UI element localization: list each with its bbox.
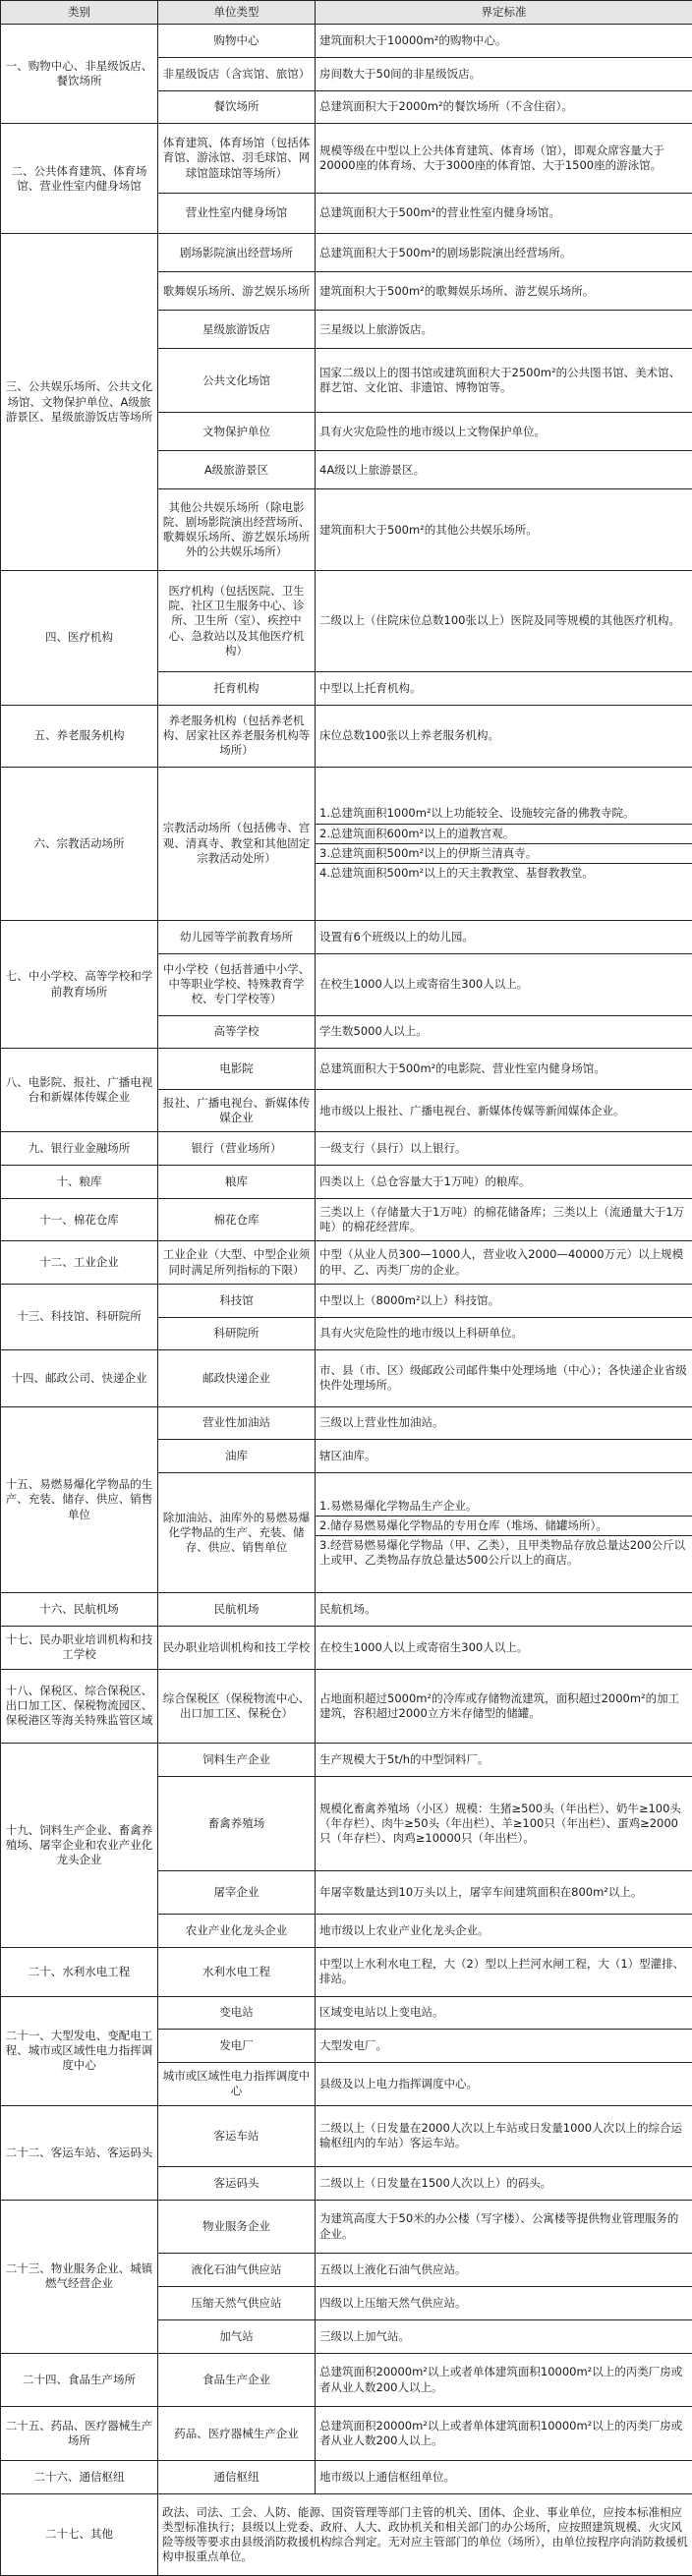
category-cell: 十一、棉花仓库 [1, 1199, 158, 1241]
criteria-cell [316, 1776, 692, 1870]
criteria-line: 民航机场。 [319, 1602, 376, 1617]
criteria-line: 房间数大于50间的非星级饭店。 [319, 66, 482, 81]
unit-type-cell: 工业企业（大型、中型企业须同时满足所列指标的下限） [158, 1241, 316, 1284]
category-cell: 十七、民办职业培训机构和技工学校 [1, 1627, 158, 1669]
criteria-line: 1.易燃易爆化学物品生产企业。 [319, 1498, 478, 1513]
unit-type-cell: 邮政快递企业 [158, 1350, 316, 1406]
criteria-cell [316, 1915, 692, 1948]
criteria-line: 二级以上（日发量在2000人次以上车站或日发量1000人次以上的综合运输枢纽内的车站）客运车站。 [319, 2121, 683, 2150]
criteria-cell [316, 234, 692, 272]
unit-type-cell: 畜禽养殖场 [158, 1776, 316, 1870]
criteria-line: 4.总建筑面积500m²以上的天主教教堂、基督教教堂。 [316, 863, 692, 883]
criteria-cell [316, 2407, 692, 2461]
unit-type-cell: 营业性室内健身场馆 [158, 193, 316, 234]
table-row [1, 1132, 692, 1166]
category-cell: 二十五、药品、医疗器械生产场所 [1, 2407, 158, 2461]
criteria-cell [316, 1199, 692, 1241]
criteria-line: 地市级以上报社、广播电视台、新媒体传媒等新闻媒体企业。 [319, 1103, 625, 1117]
criteria-line: 设置有6个班级以上的幼儿园。 [319, 929, 474, 944]
criteria-cell [316, 1241, 692, 1284]
unit-type-cell: 发电厂 [158, 2030, 316, 2063]
criteria-cell [316, 25, 692, 58]
unit-type-cell: 屠宰企业 [158, 1871, 316, 1915]
criteria-line: 国家二级以上的图书馆或建筑面积大于2500m²的公共图书馆、美术馆、群艺馆、文化馆、非遗馆、博物馆等。 [319, 366, 681, 395]
table-row [1, 1744, 692, 1777]
unit-type-cell: 客运码头 [158, 2166, 316, 2200]
criteria-line: 二级以上（日发量在1500人次以上）的码头。 [319, 2175, 552, 2190]
unit-type-cell: 体育建筑、体育场馆（包括体育馆、游泳馆、羽毛球馆、网球馆篮球馆等场所） [158, 124, 316, 193]
criteria-cell [316, 1948, 692, 1996]
criteria-cell [316, 1744, 692, 1777]
criteria-line: 总建筑面积大于500m²的剧场影院演出经营场所。 [319, 245, 572, 259]
criteria-cell [316, 90, 692, 124]
criteria-cell [316, 2254, 692, 2287]
category-cell: 七、中小学校、高等学校和学前教育场所 [1, 920, 158, 1049]
unit-type-cell: 中小学校（包括普通中小学、中等职业学校、特殊教育学校、专门学校等） [158, 953, 316, 1015]
category-cell: 十九、饲料生产企业、畜禽养殖场、屠宰企业和农业产业化龙头企业 [1, 1744, 158, 1948]
criteria-cell [316, 57, 692, 90]
unit-type-cell: 物业服务企业 [158, 2200, 316, 2254]
table-row [1, 1166, 692, 1199]
header-row [1, 1, 692, 25]
criteria-line: 在校生1000人以上或寄宿生300人以上。 [319, 976, 529, 991]
criteria-cell [316, 1166, 692, 1199]
unit-type-cell: 综合保税区（保税物流中心、出口加工区、保税仓） [158, 1669, 316, 1743]
table-row [1, 1948, 692, 1996]
table-row [1, 1593, 692, 1627]
criteria-line: 4A级以上旅游景区。 [319, 462, 426, 477]
table-row [1, 2461, 692, 2494]
unit-type-cell: 剧场影院演出经营场所 [158, 234, 316, 272]
unit-type-cell: 除加油站、油库外的易燃易爆化学物品的生产、充装、储存、供应、销售单位 [158, 1473, 316, 1593]
category-cell: 十四、邮政公司、快递企业 [1, 1350, 158, 1406]
criteria-line: 中型以上水利水电工程，大（2）型以上拦河水闸工程，大（1）型灌排、排站。 [319, 1957, 685, 1986]
unit-type-cell: 城市或区域性电力指挥调度中心 [158, 2063, 316, 2105]
category-cell: 三、公共娱乐场所、公共文化场馆、文物保护单位、A级旅游景区、星级旅游饭店等场所 [1, 234, 158, 571]
criteria-line: 为建筑高度大于50米的办公楼（写字楼）、公寓楼等提供物业管理服务的企业。 [319, 2211, 679, 2241]
category-cell: 十三、科技馆、科研院所 [1, 1284, 158, 1350]
criteria-line: 大型发电厂。 [319, 2038, 387, 2053]
unit-type-cell: 其他公共娱乐场所（除电影院、剧场影院演出经营场所、歌舞娱乐场所、游艺娱乐场所外的公共娱乐场所） [158, 489, 316, 571]
criteria-line: 3.总建筑面积500m²以上的伊斯兰清真寺。 [316, 843, 692, 863]
category-cell: 二十六、通信枢纽 [1, 2461, 158, 2494]
criteria-cell [316, 1284, 692, 1317]
unit-type-cell: 药品、医疗器械生产企业 [158, 2407, 316, 2461]
unit-type-cell: 文物保护单位 [158, 413, 316, 451]
criteria-line: 建筑面积大于500m²的歌舞娱乐场所、游艺娱乐场所。 [319, 283, 595, 298]
unit-type-cell: 公共文化场馆 [158, 349, 316, 413]
criteria-cell [316, 1090, 692, 1132]
unit-type-cell: 购物中心 [158, 25, 316, 58]
unit-type-cell: 银行（营业场所） [158, 1132, 316, 1166]
table-row [1, 1627, 692, 1669]
category-cell: 九、银行业金融场所 [1, 1132, 158, 1166]
criteria-line: 五级以上液化石油气供应站。 [319, 2262, 467, 2277]
table-row [1, 234, 692, 272]
criteria-line: 县级及以上电力指挥调度中心。 [319, 2076, 478, 2090]
criteria-cell [316, 451, 692, 489]
criteria-line: 三星级以上旅游饭店。 [319, 321, 432, 336]
unit-type-cell: 餐饮场所 [158, 90, 316, 124]
criteria-cell [158, 2493, 692, 2575]
table-row [1, 1669, 692, 1743]
category-cell: 十、粮库 [1, 1166, 158, 1199]
criteria-cell [316, 1593, 692, 1627]
unit-type-cell: 幼儿园等学前教育场所 [158, 920, 316, 953]
criteria-cell [316, 2287, 692, 2320]
criteria-line: 具有火灾危险性的地市级以上文物保护单位。 [319, 424, 546, 438]
criteria-cell [316, 1132, 692, 1166]
criteria-line: 在校生1000人以上或寄宿生300人以上。 [319, 1639, 529, 1654]
unit-type-cell: 食品生产企业 [158, 2353, 316, 2407]
criteria-line: 学生数5000人以上。 [319, 1024, 428, 1039]
category-cell: 十五、易燃易爆化学物品的生产、充装、储存、供应、销售单位 [1, 1406, 158, 1593]
category-cell: 四、医疗机构 [1, 571, 158, 705]
unit-type-cell: 养老服务机构（包括养老机构、居家社区养老服务机构等场所） [158, 705, 316, 767]
unit-type-cell: 民办职业培训机构和技工学校 [158, 1627, 316, 1669]
criteria-cell [316, 571, 692, 672]
criteria-line: 三级以上加气站。 [319, 2328, 410, 2343]
criteria-line: 四级以上压缩天然气供应站。 [319, 2296, 467, 2311]
criteria-line: 总建筑面积20000m²以上或者单体建筑面积10000m²以上的丙类厂房或者从业人数200人以上。 [319, 2419, 683, 2448]
criteria-line: 市、县（市、区）级邮政公司邮件集中处理场地（中心）；各快递企业省级快件处理场所。 [319, 1363, 687, 1393]
criteria-line: 中型（从业人员300—1000人，营业收入2000—40000万元）以上规模的甲、乙、丙类厂房的企业。 [319, 1247, 684, 1277]
unit-type-cell: 科技馆 [158, 1284, 316, 1317]
criteria-line: 四类以上（总仓容量大于1万吨）的粮库。 [319, 1174, 531, 1189]
criteria-line: 地市级以上农业产业化龙头企业。 [319, 1923, 490, 1938]
criteria-line: 总建筑面积大于500m²的电影院、营业性室内健身场馆。 [319, 1061, 606, 1076]
unit-type-cell: 报社、广播电视台、新媒体传媒企业 [158, 1090, 316, 1132]
unit-type-cell: 电影院 [158, 1049, 316, 1090]
category-cell: 六、宗教活动场所 [1, 767, 158, 920]
category-cell: 八、电影院、报社、广播电视台和新媒体传媒企业 [1, 1049, 158, 1132]
criteria-cell [316, 1317, 692, 1350]
table-row [1, 2407, 692, 2461]
table-row [1, 920, 692, 953]
category-cell: 十二、工业企业 [1, 1241, 158, 1284]
unit-type-cell: 压缩天然气供应站 [158, 2287, 316, 2320]
criteria-line: 二级以上（住院床位总数100张以上）医院及同等规模的其他医疗机构。 [319, 613, 680, 628]
unit-type-cell: 加气站 [158, 2320, 316, 2354]
table-row [1, 1996, 692, 2030]
criteria-line: 3.经营易燃易爆化学物品（甲、乙类），且甲类物品存放总量达200公斤以上或甲、乙类物品存放总量达500公斤以上的商店。 [316, 1535, 692, 1570]
criteria-line: 总建筑面积20000m²以上或者单体建筑面积10000m²以上的丙类厂房或者从业人数200人以上。 [319, 2365, 683, 2394]
criteria-cell [316, 1350, 692, 1406]
table-row [1, 2105, 692, 2166]
criteria-cell [316, 193, 692, 234]
criteria-cell [316, 1049, 692, 1090]
criteria-cell [316, 2030, 692, 2063]
unit-type-cell: 宗教活动场所（包括佛寺、宫观、清真寺、教堂和其他固定宗教活动处所） [158, 767, 316, 920]
criteria-cell [316, 1406, 692, 1440]
table-row [1, 2200, 692, 2254]
criteria-cell [316, 705, 692, 767]
category-cell: 二十二、客运车站、客运码头 [1, 2105, 158, 2200]
header-criteria: 界定标准 [316, 1, 692, 25]
unit-type-cell: 民航机场 [158, 1593, 316, 1627]
unit-type-cell: 棉花仓库 [158, 1199, 316, 1241]
unit-type-cell: 通信枢纽 [158, 2461, 316, 2494]
criteria-line: 一级支行（县行）以上银行。 [319, 1141, 467, 1156]
criteria-cell [316, 311, 692, 349]
criteria-line: 2.储存易燃易爆化学物品的专用仓库（堆场、储罐场所）。 [316, 1516, 692, 1535]
unit-type-cell: 油库 [158, 1440, 316, 1473]
unit-type-cell: 非星级饭店（含宾馆、旅馆） [158, 57, 316, 90]
table-row [1, 1199, 692, 1241]
criteria-line: 政法、司法、工会、人防、能源、国资管理等部门主管的机关、团体、企业、事业单位，应按本标准相应类型标准执行；县级以上党委、政府、人大、政协机关和相关部门的办公场所，应按照建筑规模、火灾风险等级等要求由县级消防救援机构综合判定。无对应主管部门的单位（场所），由单位按程序向消防救援机构申报重点单位。 [162, 2504, 688, 2564]
criteria-cell [316, 349, 692, 413]
unit-type-cell: 变电站 [158, 1996, 316, 2030]
criteria-cell [316, 1669, 692, 1743]
unit-type-cell: A级旅游景区 [158, 451, 316, 489]
table-row [1, 571, 692, 672]
unit-type-cell: 营业性加油站 [158, 1406, 316, 1440]
category-cell: 二十一、大型发电、变配电工程、城市或区域性电力指挥调度中心 [1, 1996, 158, 2105]
unit-type-cell: 托育机构 [158, 671, 316, 705]
criteria-cell [316, 2200, 692, 2254]
category-cell: 二十、水利水电工程 [1, 1948, 158, 1996]
criteria-cell [316, 413, 692, 451]
criteria-line: 1.总建筑面积1000m²以上功能较全、设施较完备的佛教寺院。 [319, 806, 635, 821]
table-row [1, 2493, 692, 2575]
criteria-line: 三类以上（存储量大于1万吨）的棉花储备库；三类以上（流通量大于1万吨）的棉花经营库。 [319, 1205, 685, 1234]
criteria-cell [316, 1627, 692, 1669]
category-cell: 五、养老服务机构 [1, 705, 158, 767]
criteria-cell [316, 671, 692, 705]
unit-type-cell: 客运车站 [158, 2105, 316, 2166]
criteria-line: 规模等级在中型以上公共体育建筑、体育场（馆），即观众席容量大于20000座的体育场、大于3000座的体育馆、大于1500座的游泳馆。 [319, 143, 664, 173]
criteria-line: 规模化畜禽养殖场（小区）规模：生猪≥500头（年出栏）、奶牛≥100头（年存栏）、肉牛≥50头（年出栏）、羊≥100只（年出栏）、蛋鸡≥2000只（年存栏）、肉鸡≥10000只（年出栏）。 [319, 1801, 681, 1846]
unit-type-cell: 医疗机构（包括医院、卫生院、社区卫生服务中心、诊所、卫生所（室）、疾控中心、急救站以及其他医疗机构） [158, 571, 316, 672]
criteria-cell [316, 767, 692, 920]
category-cell: 十六、民航机场 [1, 1593, 158, 1627]
criteria-cell [316, 2353, 692, 2407]
criteria-line: 中型以上托育机构。 [319, 680, 422, 695]
criteria-line: 中型以上（8000m²以上）科技馆。 [319, 1292, 500, 1307]
criteria-line: 辖区油库。 [319, 1449, 376, 1463]
category-cell: 十八、保税区、综合保税区、出口加工区、保税物流园区、保税港区等海关特殊监管区域 [1, 1669, 158, 1743]
criteria-cell [316, 1440, 692, 1473]
table-row [1, 1049, 692, 1090]
criteria-line: 区域变电站以上变电站。 [319, 2005, 444, 2020]
category-cell: 二十七、其他 [1, 2493, 158, 2575]
unit-type-cell: 星级旅游饭店 [158, 311, 316, 349]
criteria-cell [316, 953, 692, 1015]
criteria-line: 总建筑面积大于2000m²的餐饮场所（不含住宿）。 [319, 99, 573, 114]
criteria-line: 占地面积超过5000m²的冷库或存储物流建筑，面积超过2000m²的加工建筑，容积超过2000立方米存储型的储罐。 [319, 1690, 680, 1720]
criteria-line: 总建筑面积大于500m²的营业性室内健身场馆。 [319, 205, 560, 220]
unit-type-cell: 液化石油气供应站 [158, 2254, 316, 2287]
header-unit-type: 单位类型 [158, 1, 316, 25]
criteria-line: 三级以上营业性加油站。 [319, 1415, 444, 1430]
table-row [1, 124, 692, 193]
table-row [1, 1241, 692, 1284]
unit-type-cell: 饲料生产企业 [158, 1744, 316, 1777]
criteria-cell [316, 1871, 692, 1915]
criteria-cell [316, 2461, 692, 2494]
unit-type-cell: 高等学校 [158, 1015, 316, 1049]
criteria-line: 建筑面积大于10000m²的购物中心。 [319, 32, 507, 47]
criteria-cell [316, 1015, 692, 1049]
criteria-cell [316, 272, 692, 311]
criteria-cell [316, 2320, 692, 2354]
criteria-cell [316, 2105, 692, 2166]
header-category: 类别 [1, 1, 158, 25]
category-cell: 一、购物中心、非星级饭店、餐饮场所 [1, 25, 158, 124]
table-row [1, 2353, 692, 2407]
table-row [1, 1350, 692, 1406]
criteria-cell [316, 1996, 692, 2030]
unit-type-cell: 粮库 [158, 1166, 316, 1199]
criteria-line: 年屠宰数量达到10万头以上，屠宰车间建筑面积在800m²以上。 [319, 1885, 643, 1900]
criteria-cell [316, 1473, 692, 1593]
criteria-line: 床位总数100张以上养老服务机构。 [319, 728, 499, 743]
unit-type-cell: 科研院所 [158, 1317, 316, 1350]
unit-type-cell: 农业产业化龙头企业 [158, 1915, 316, 1948]
table-row [1, 25, 692, 58]
category-cell: 二、公共体育建筑、体育场馆、营业性室内健身场馆 [1, 124, 158, 234]
table-row [1, 767, 692, 920]
unit-type-cell: 水利水电工程 [158, 1948, 316, 1996]
table-row [1, 1284, 692, 1317]
criteria-cell [316, 489, 692, 571]
criteria-line: 建筑面积大于500m²的其他公共娱乐场所。 [319, 522, 538, 537]
table-row [1, 705, 692, 767]
category-cell: 二十三、物业服务企业、城镇燃气经营企业 [1, 2200, 158, 2353]
table-body [1, 25, 692, 2576]
criteria-line: 生产规模大于5t/h的中型饲料厂。 [319, 1751, 490, 1766]
criteria-cell [316, 2063, 692, 2105]
table-row [1, 1406, 692, 1440]
criteria-cell [316, 920, 692, 953]
criteria-line: 具有火灾危险性的地市级以上科研单位。 [319, 1326, 523, 1341]
criteria-cell [316, 124, 692, 193]
category-cell: 二十四、食品生产场所 [1, 2353, 158, 2407]
criteria-cell [316, 2166, 692, 2200]
criteria-line: 地市级以上通信枢纽单位。 [319, 2469, 455, 2484]
criteria-line: 2.总建筑面积600m²以上的道教宫观。 [316, 824, 692, 843]
unit-type-cell: 歌舞娱乐场所、游艺娱乐场所 [158, 272, 316, 311]
